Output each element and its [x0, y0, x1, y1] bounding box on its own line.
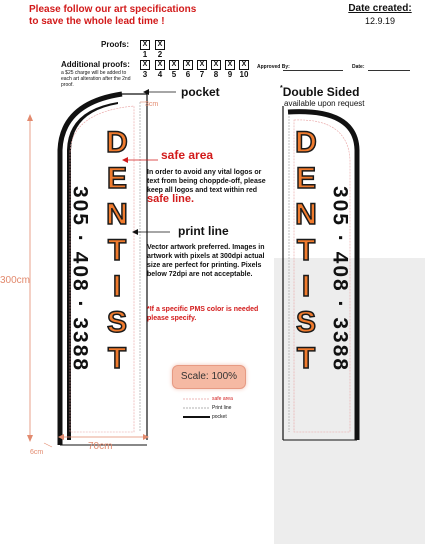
- additional-proof-number-3: 3: [142, 70, 148, 79]
- flag-letter: N: [295, 198, 317, 231]
- flag-letter: D: [106, 126, 128, 159]
- print-line-title: print line: [178, 224, 229, 238]
- pms-color-note: *If a specific PMS color is needed please specify.: [147, 306, 259, 322]
- additional-proof-number-8: 8: [213, 70, 219, 79]
- double-sided-title: Double Sided: [282, 85, 360, 99]
- additional-proof-number-7: 7: [199, 70, 205, 79]
- flag-letter: E: [106, 162, 127, 195]
- left-flag-phone: 305 · 408 · 3388: [68, 185, 92, 373]
- height-arrow-bottom: [27, 435, 33, 442]
- proof-checkbox-1[interactable]: X: [140, 40, 150, 50]
- approved-by-label: Approved By:: [257, 64, 290, 70]
- proof-checkbox-2[interactable]: X: [155, 40, 165, 50]
- pocket-dimension-label: 3cm: [145, 101, 159, 108]
- width-dimension-label: 70cm: [88, 441, 113, 452]
- additional-proof-number-4: 4: [157, 70, 163, 79]
- flag-letter: E: [295, 162, 316, 195]
- flag-letter: N: [106, 198, 128, 231]
- additional-proof-checkbox-4[interactable]: X: [155, 60, 165, 70]
- date-created-label: Date created:: [348, 3, 412, 14]
- proof-number-2: 2: [157, 50, 163, 59]
- safe-area-title: safe area: [161, 148, 214, 162]
- safe-area-description: [147, 168, 275, 205]
- additional-proof-number-10: 10: [239, 70, 249, 79]
- proofs-label: Proofs:: [101, 40, 129, 49]
- flag-letter: T: [107, 234, 127, 267]
- bottom-dimension-label: 6cm: [30, 449, 44, 456]
- double-sided-asterisk: *: [280, 85, 283, 92]
- additional-proofs-label: Additional proofs:: [61, 60, 130, 69]
- height-dimension-label: 300cm: [0, 275, 31, 286]
- additional-proofs-note: a $25 charge will be added to each art alteration after the 2nd proof.: [61, 70, 131, 88]
- scale-indicator: Scale: 100%: [172, 365, 246, 389]
- legend-safe-area-label: safe area: [212, 396, 233, 402]
- additional-proof-number-5: 5: [171, 70, 177, 79]
- proof-number-1: 1: [142, 50, 148, 59]
- flag-letter: D: [295, 126, 317, 159]
- flag-letter: T: [296, 234, 316, 267]
- print-line-pointer-arrow: [132, 229, 138, 235]
- additional-proof-checkbox-3[interactable]: X: [140, 60, 150, 70]
- additional-proof-checkbox-9[interactable]: X: [225, 60, 235, 70]
- additional-proof-checkbox-5[interactable]: X: [169, 60, 179, 70]
- width-arrow-right: [143, 434, 149, 440]
- date-created-value: 12.9.19: [364, 16, 396, 26]
- double-sided-note: [280, 85, 420, 108]
- additional-proof-checkbox-10[interactable]: X: [239, 60, 249, 70]
- flag-letter: S: [106, 306, 127, 339]
- additional-proof-number-6: 6: [185, 70, 191, 79]
- additional-proof-number-9: 9: [227, 70, 233, 79]
- warning-line-2: to save the whole lead time !: [29, 16, 165, 27]
- flag-letter: I: [301, 270, 311, 303]
- right-flag-phone: 305 · 408 · 3388: [328, 185, 352, 373]
- approval-date-label: Date:: [352, 64, 365, 70]
- additional-proof-checkbox-8[interactable]: X: [211, 60, 221, 70]
- pocket-label: pocket: [181, 85, 220, 99]
- flag-letter: I: [112, 270, 122, 303]
- additional-proof-checkbox-6[interactable]: X: [183, 60, 193, 70]
- flag-letter: S: [295, 306, 316, 339]
- print-line-description: Vector artwork preferred. Images in artwork with pixels at 300dpi actual size are perfect for printing. Pixels below 72dpi are not acceptable.: [147, 244, 265, 278]
- warning-line-1: Please follow our art specifications: [29, 4, 197, 15]
- height-arrow-top: [27, 114, 33, 121]
- flag-letter: T: [296, 342, 316, 375]
- legend-pocket-label: pocket: [212, 414, 227, 420]
- double-sided-subtitle: available upon request: [284, 99, 365, 108]
- safe-area-text: In order to avoid any vital logos or text from being choppde-off, please keep all logos and text within red: [147, 169, 266, 194]
- legend-print-line-label: Print line: [212, 405, 232, 411]
- additional-proof-checkbox-7[interactable]: X: [197, 60, 207, 70]
- flag-letter: T: [107, 342, 127, 375]
- safe-line-emphasis: safe line.: [147, 193, 195, 205]
- bottom-dimension-tick: [44, 443, 52, 447]
